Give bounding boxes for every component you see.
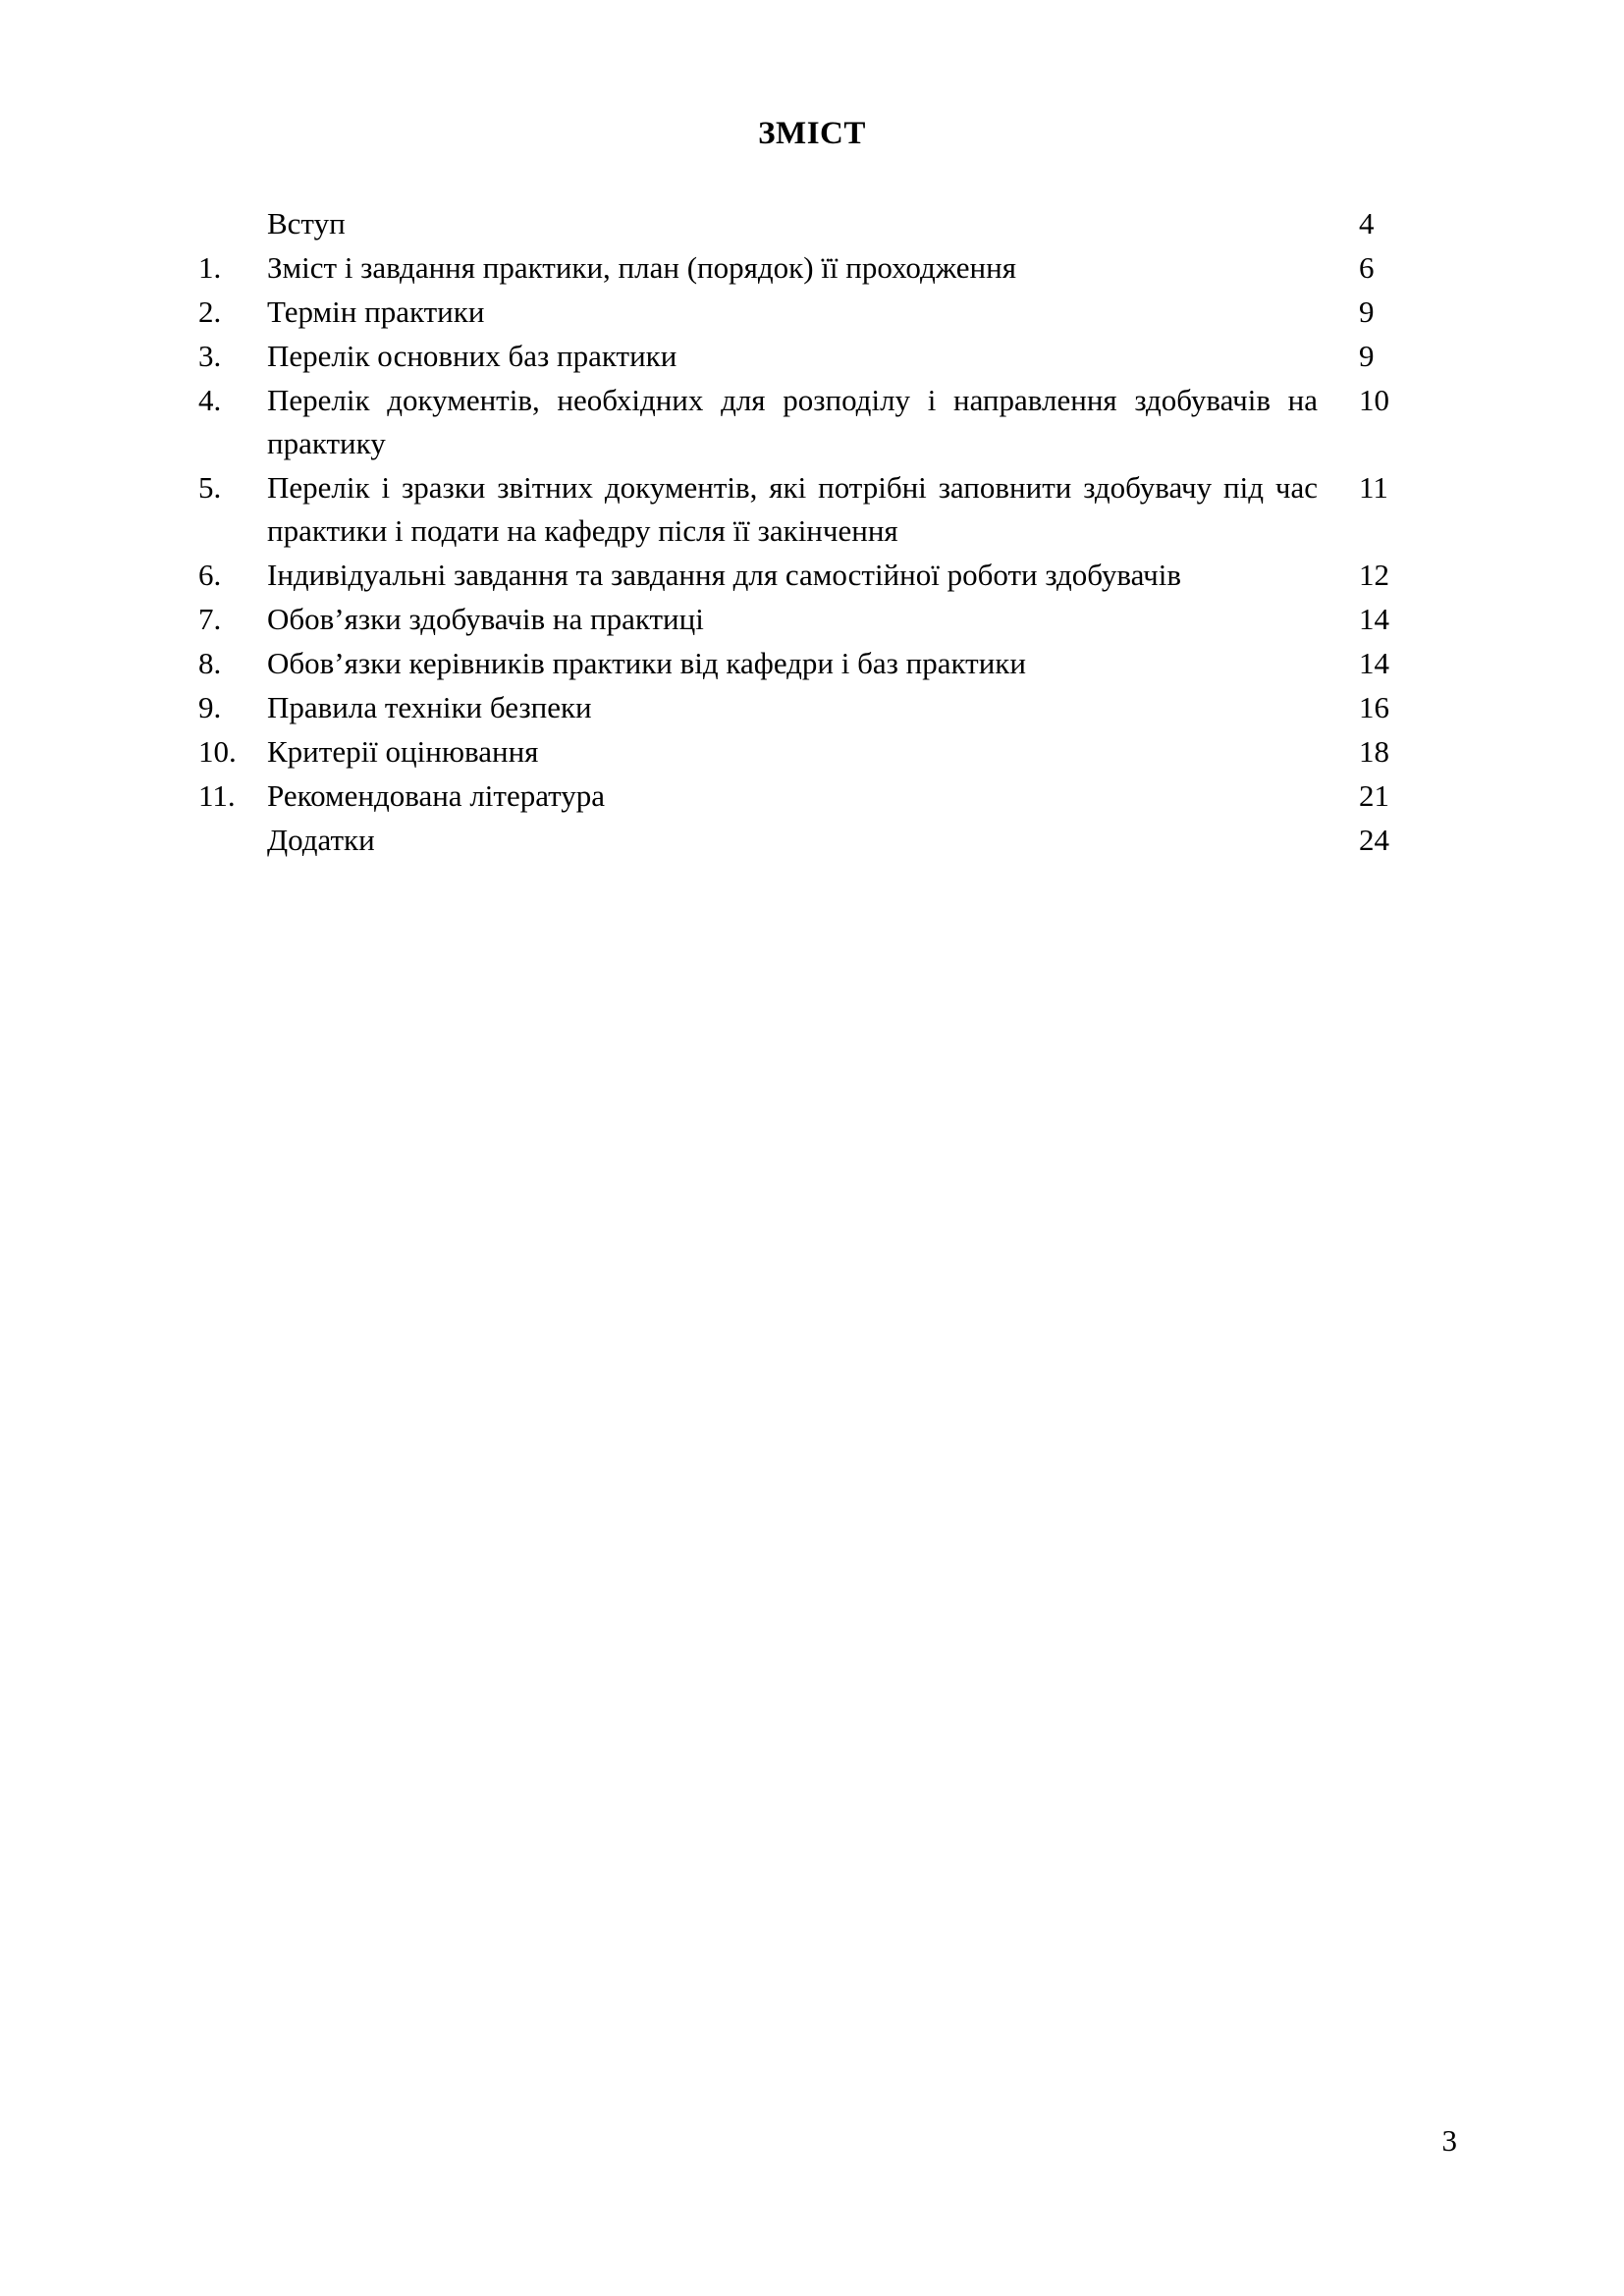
toc-entry-label: Правила техніки безпеки (267, 690, 592, 724)
toc-number: 10. (198, 734, 237, 769)
toc-number: 9. (198, 690, 222, 724)
toc-number: 8. (198, 646, 222, 680)
toc-row[interactable] (192, 291, 1430, 334)
toc-page-number: 24 (1359, 823, 1389, 857)
toc-entry-label: Рекомендована література (267, 778, 606, 813)
toc-page-number: 18 (1359, 734, 1389, 769)
toc-entry-label: Обов’язки керівників практики від кафедри і баз практики (267, 646, 1026, 680)
toc-number: 3. (198, 339, 222, 373)
toc-entry-label: Обов’язки здобувачів на практиці (267, 602, 704, 636)
toc-row[interactable] (192, 642, 1430, 685)
toc-row[interactable] (192, 379, 1430, 465)
toc-row[interactable] (192, 246, 1430, 290)
toc-number: 1. (198, 250, 222, 285)
toc-page-number: 6 (1359, 250, 1375, 285)
toc-entry-label: Критерії оцінювання (267, 734, 539, 769)
toc-number: 6. (198, 558, 222, 592)
toc-page-number: 9 (1359, 339, 1375, 373)
toc-number: 2. (198, 294, 222, 329)
toc-entry-label: Термін практики (267, 294, 485, 329)
toc-row[interactable] (192, 598, 1430, 641)
toc-number: 7. (198, 602, 222, 636)
toc-page-number: 14 (1359, 646, 1389, 680)
toc-page-number: 10 (1359, 383, 1389, 417)
toc-page-number: 14 (1359, 602, 1389, 636)
toc-number: 11. (198, 778, 236, 813)
toc-page-number: 9 (1359, 294, 1375, 329)
page-title: ЗМІСТ (758, 116, 866, 151)
toc-row[interactable] (192, 202, 1430, 245)
toc-row[interactable] (192, 466, 1430, 553)
toc-page-number: 16 (1359, 690, 1389, 724)
toc-entry-label: Перелік основних баз практики (267, 339, 677, 373)
toc-row[interactable] (192, 335, 1430, 378)
toc-page-number: 12 (1359, 558, 1389, 592)
toc-entry-label: Вступ (267, 206, 346, 240)
footer-page-number: 3 (1441, 2123, 1457, 2158)
toc-row[interactable] (192, 819, 1430, 862)
toc-row[interactable] (192, 774, 1430, 818)
toc-page-number: 21 (1359, 778, 1389, 813)
toc-entry-label: Індивідуальні завдання та завдання для самостійної роботи здобувачів (267, 558, 1181, 592)
toc-page-number: 4 (1359, 206, 1375, 240)
toc-row[interactable] (192, 730, 1430, 774)
table-of-contents (192, 202, 1430, 863)
toc-entry-label: Перелік документів, необхідних для розподілу і направлення здобувачів на практику (267, 383, 1318, 460)
toc-row[interactable] (192, 686, 1430, 729)
toc-row[interactable] (192, 554, 1430, 597)
toc-entry-label: Додатки (267, 823, 375, 857)
toc-number: 4. (198, 383, 222, 417)
toc-page-number: 11 (1359, 470, 1388, 505)
toc-entry-label: Перелік і зразки звітних документів, які потрібні заповнити здобувачу під час практики і подати на кафедру після її закінчення (267, 470, 1318, 548)
toc-entry-label: Зміст і завдання практики, план (порядок) її проходження (267, 250, 1016, 285)
toc-number: 5. (198, 470, 222, 505)
